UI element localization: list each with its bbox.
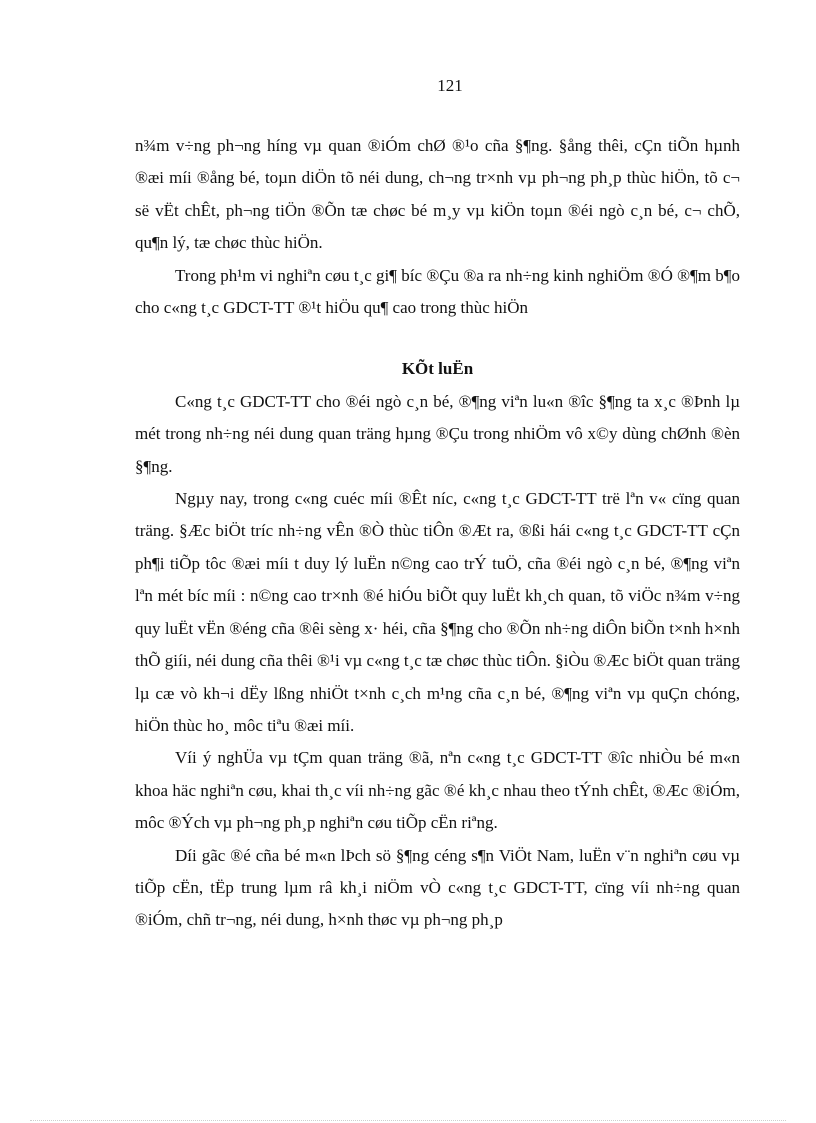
paragraph: C«ng t¸c GDCT-TT cho ®éi ngò c¸n bé, ®¶ng viªn lu«n ®îc §¶ng ta x¸c ®Þnh lµ mét trong nh÷ng néi dung quan träng hµng ®Çu trong nhiÖm vô x©y dùng chØnh ®èn §¶ng. (135, 391, 740, 476)
page-bottom-divider (30, 1120, 786, 1121)
paragraph: n¾m v÷ng ph¬ng híng vµ quan ®iÓm chØ ®¹o cña §¶ng. §ång thêi, cÇn tiÕn hµnh ®æi míi ®ång bé, toµn diÖn tõ néi dung, ch¬ng tr×nh vµ ph¬ng ph¸p thùc hiÖn, tõ c¬ së vËt chÊt, ph¬ng tiÖn ®Õn tæ chøc bé m¸y vµ kiÖn toµn ®éi ngò c¸n bé, c¬ chÕ, qu¶n lý, tæ chøc thùc hiÖn. (135, 136, 740, 253)
paragraph: Díi gãc ®é cña bé m«n lÞch sö §¶ng céng s¶n ViÖt Nam, luËn v¨n nghiªn cøu vµ tiÕp cËn, tËp trung lµm râ kh¸i niÖm vÒ c«ng t¸c GDCT-TT, cïng víi nh÷ng quan ®iÓm, chñ tr¬ng, néi dung, h×nh thøc vµ ph¬ng ph¸p (135, 845, 740, 930)
document-body (135, 130, 740, 937)
paragraph: Víi ý nghÜa vµ tÇm quan träng ®ã, nªn c«ng t¸c GDCT-TT ®îc nhiÒu bé m«n khoa häc nghiªn cøu, khai th¸c víi nh÷ng gãc ®é kh¸c nhau theo tÝnh chÊt, ®Æc ®iÓm, môc ®Ých vµ ph¬ng ph¸p nghiªn cøu tiÕp cËn riªng. (135, 748, 740, 833)
paragraph: Ngµy nay, trong c«ng cuéc míi ®Êt níc, c«ng t¸c GDCT-TT trë lªn v« cïng quan träng. §Æc biÖt tríc nh÷ng vÊn ®Ò thùc tiÔn ®Æt ra, ®ßi hái c«ng t¸c GDCT-TT cÇn ph¶i tiÕp tôc ®æi míi t duy lý luËn n©ng cao trÝ tuÖ, cña ®éi ngò c¸n bé, ®¶ng viªn lªn mét bíc míi : n©ng cao tr×nh ®é hiÓu biÕt quy luËt kh¸ch quan, tõ viÖc n¾m v÷ng quy luËt vËn ®éng cña ®êi sèng x· héi, cña §¶ng cho ®Õn nh÷ng diÔn biÕn t×nh h×nh thÕ giíi, néi dung cña thêi ®¹i vµ c«ng t¸c tæ chøc thùc tiÔn. §iÒu ®Æc biÖt quan träng lµ cæ vò kh¬i dËy lßng nhiÖt t×nh c¸ch m¹ng cña c¸n bé, ®¶ng viªn vµ quÇn chóng, hiÖn thùc ho¸ môc tiªu ®æi míi. (135, 489, 740, 735)
section-heading: KÕt luËn (401, 359, 474, 379)
paragraph: Trong ph¹m vi nghiªn cøu t¸c gi¶ bíc ®Çu ®a ra nh÷ng kinh nghiÖm ®Ó ®¶m b¶o cho c«ng t¸c GDCT-TT ®¹t hiÖu qu¶ cao trong thùc hiÖn (135, 265, 740, 318)
page-number: 121 (437, 76, 463, 95)
